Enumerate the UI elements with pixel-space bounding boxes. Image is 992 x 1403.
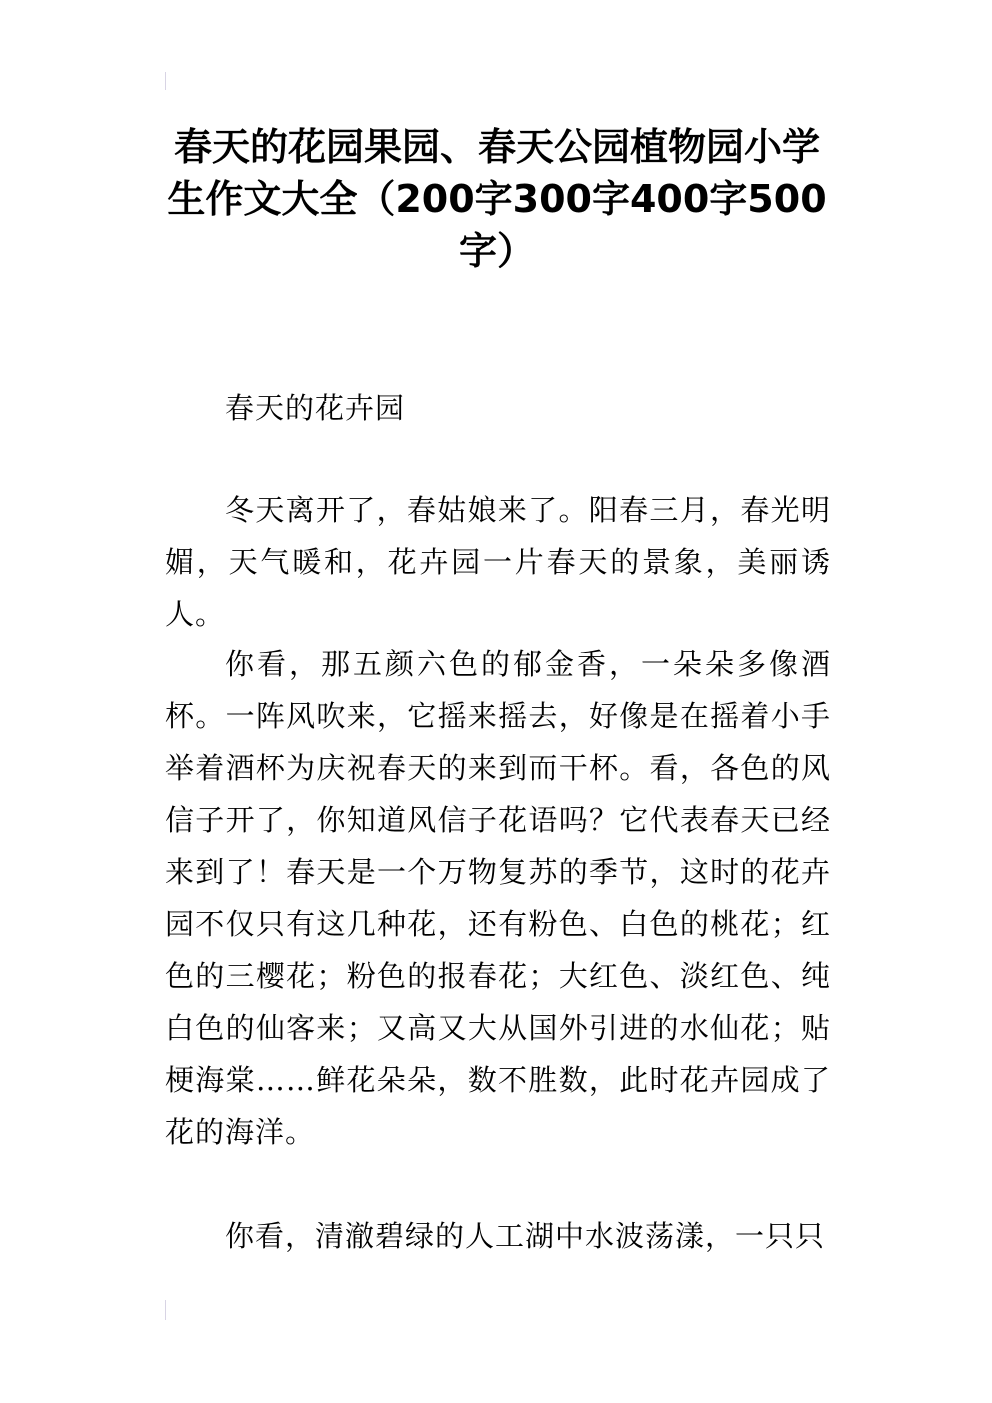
page-corner-mark-bottom (165, 1300, 166, 1320)
paragraph-2: 你看，那五颜六色的郁金香，一朵朵多像酒杯。一阵风吹来，它摇来摇去，好像是在摇着小手举着酒杯为庆祝春天的来到而干杯。看，各色的风信子开了，你知道风信子花语吗？它代表春天已经来到了！春天是一个万物复苏的季节，这时的花卉园不仅只有这几种花，还有粉色、白色的桃花；红色的三樱花；粉色的报春花；大红色、淡红色、纯白色的仙客来；又高又大从国外引进的水仙花；贴梗海棠……鲜花朵朵，数不胜数，此时花卉园成了花的海洋。 (165, 647, 831, 1149)
page-corner-mark-top (165, 72, 166, 90)
document-title: 春天的花园果园、春天公园植物园小学生作文大全（200字300字400字500字） (167, 125, 827, 273)
paragraph-1: 冬天离开了，春姑娘来了。阳春三月，春光明媚，天气暖和，花卉园一片春天的景象，美丽诱人。 (165, 493, 831, 631)
paragraph-3: 你看，清澈碧绿的人工湖中水波荡漾，一只只 (225, 1219, 826, 1253)
section-heading: 春天的花卉园 (225, 391, 406, 425)
